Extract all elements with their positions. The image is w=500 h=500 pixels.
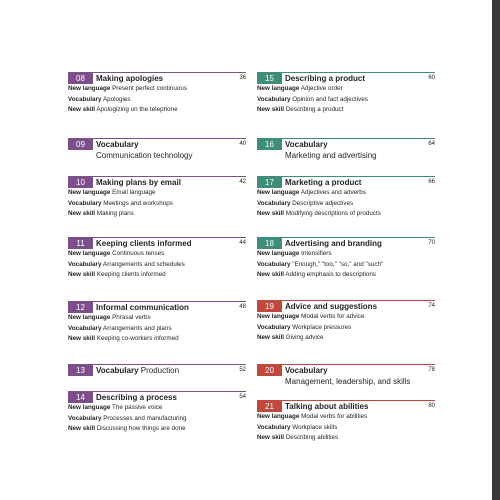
toc-unit-21[interactable] — [257, 400, 435, 444]
unit-detail-row: New skill Keeping co-workers informed — [68, 335, 179, 342]
unit-number: 20 — [257, 365, 282, 376]
unit-title: Vocabulary — [96, 140, 139, 149]
toc-unit-17[interactable] — [257, 176, 435, 220]
unit-header — [257, 72, 435, 84]
unit-header — [68, 237, 246, 249]
unit-header — [68, 176, 246, 188]
unit-detail-row: New language Intensifiers — [257, 250, 332, 257]
page-number: 44 — [239, 240, 246, 246]
unit-number: 21 — [257, 401, 282, 412]
unit-detail-row: New skill Keeping clients informed — [68, 271, 166, 278]
page-edge-bar — [492, 0, 500, 500]
unit-detail-row: New language The passive voice — [68, 404, 163, 411]
unit-detail-row: Vocabulary Meetings and workshops — [68, 199, 173, 207]
unit-title: Advertising and branding — [285, 239, 382, 248]
unit-title: Making apologies — [96, 74, 164, 83]
page-number: 60 — [428, 75, 435, 81]
unit-number: 18 — [257, 238, 282, 249]
unit-subtitle: Management, leadership, and skills — [285, 377, 411, 386]
toc-unit-08[interactable] — [68, 72, 246, 116]
page-number: 66 — [428, 179, 435, 185]
unit-header — [257, 237, 435, 249]
page-number: 74 — [428, 303, 435, 309]
unit-detail-row: New skill Discussing how things are done — [68, 425, 186, 432]
unit-detail-row: Vocabulary Opinion and fact adjectives — [257, 95, 368, 103]
toc-unit-16[interactable] — [257, 138, 435, 161]
unit-detail-row: Vocabulary Processes and manufacturing — [68, 414, 187, 422]
unit-detail-row: New language Modal verbs for advice — [257, 313, 365, 320]
unit-title: Vocabulary Production — [96, 366, 180, 375]
unit-detail-row: New language Modal verbs for abilities — [257, 413, 368, 420]
page-number: 48 — [239, 304, 246, 310]
page-number: 54 — [239, 394, 246, 400]
page-number: 52 — [239, 367, 246, 373]
unit-header — [257, 138, 435, 150]
unit-detail-row: New skill Modifying descriptions of products — [257, 210, 381, 217]
unit-title-suffix: Production — [140, 366, 180, 375]
unit-title: Making plans by email — [96, 178, 181, 187]
unit-number: 12 — [68, 302, 93, 313]
toc-unit-18[interactable] — [257, 237, 435, 281]
page-number: 80 — [428, 403, 435, 409]
toc-unit-20[interactable] — [257, 364, 435, 387]
unit-detail-row: Vocabulary "Enough," "too," "so," and "such" — [257, 260, 384, 268]
unit-detail-row: New language Present perfect continuous — [68, 85, 188, 92]
toc-unit-11[interactable] — [68, 237, 246, 281]
unit-header — [68, 364, 246, 376]
unit-detail-row: Vocabulary Descriptive adjectives — [257, 199, 354, 207]
unit-detail-row: New language Continuous tenses — [68, 250, 165, 257]
unit-number: 09 — [68, 139, 93, 150]
unit-header — [68, 138, 246, 150]
unit-subtitle: Marketing and advertising — [285, 151, 377, 160]
unit-title: Keeping clients informed — [96, 239, 192, 248]
unit-detail-row: New skill Giving advice — [257, 334, 324, 341]
unit-detail-row: Vocabulary Workplace pressures — [257, 323, 352, 331]
unit-detail-row: Vocabulary Apologies — [68, 95, 131, 103]
unit-title: Vocabulary — [285, 366, 328, 375]
unit-detail-row: New language Email language — [68, 189, 156, 196]
unit-header — [257, 364, 435, 376]
toc-unit-10[interactable] — [68, 176, 246, 220]
toc-unit-13[interactable] — [68, 364, 246, 376]
unit-detail-row: New skill Adding emphasis to descriptions — [257, 271, 377, 278]
unit-number: 11 — [68, 238, 93, 249]
unit-number: 13 — [68, 365, 93, 376]
page-number: 40 — [239, 141, 246, 147]
unit-detail-row: Vocabulary Arrangements and plans — [68, 324, 172, 332]
page-number: 64 — [428, 141, 435, 147]
unit-detail-row: Vocabulary Workplace skills — [257, 423, 338, 431]
unit-number: 19 — [257, 301, 282, 312]
page-number: 42 — [239, 179, 246, 185]
unit-number: 08 — [68, 73, 93, 84]
unit-title: Describing a process — [96, 393, 177, 402]
unit-detail-row: New skill Describing abilities — [257, 434, 339, 441]
page-number: 70 — [428, 240, 435, 246]
unit-number: 17 — [257, 177, 282, 188]
unit-number: 14 — [68, 392, 93, 403]
unit-header — [257, 300, 435, 312]
page-number: 36 — [239, 75, 246, 81]
toc-unit-15[interactable] — [257, 72, 435, 116]
unit-title: Informal communication — [96, 303, 189, 312]
toc-unit-14[interactable] — [68, 391, 246, 435]
toc-unit-12[interactable] — [68, 301, 246, 345]
unit-title: Advice and suggestions — [285, 302, 378, 311]
unit-header — [68, 391, 246, 403]
unit-detail-row: New skill Describing a product — [257, 106, 344, 113]
unit-detail-row: New language Phrasal verbs — [68, 314, 151, 321]
unit-header — [68, 301, 246, 313]
unit-title: Describing a product — [285, 74, 366, 83]
unit-number: 15 — [257, 73, 282, 84]
unit-title: Marketing a product — [285, 178, 362, 187]
unit-detail-row: New language Adjective order — [257, 85, 343, 92]
unit-detail-row: New language Adjectives and adverbs — [257, 189, 366, 196]
unit-title: Talking about abilities — [285, 402, 369, 411]
unit-header — [68, 72, 246, 84]
page-number: 78 — [428, 367, 435, 373]
unit-number: 10 — [68, 177, 93, 188]
unit-header — [257, 400, 435, 412]
unit-header — [257, 176, 435, 188]
unit-detail-row: New skill Making plans — [68, 210, 134, 217]
unit-title: Vocabulary — [285, 140, 328, 149]
unit-detail-row: New skill Apologizing on the telephone — [68, 106, 178, 113]
toc-unit-19[interactable] — [257, 300, 435, 344]
unit-number: 16 — [257, 139, 282, 150]
unit-subtitle: Communication technology — [96, 151, 193, 160]
toc-unit-09[interactable] — [68, 138, 246, 161]
unit-detail-row: Vocabulary Arrangements and schedules — [68, 260, 185, 268]
